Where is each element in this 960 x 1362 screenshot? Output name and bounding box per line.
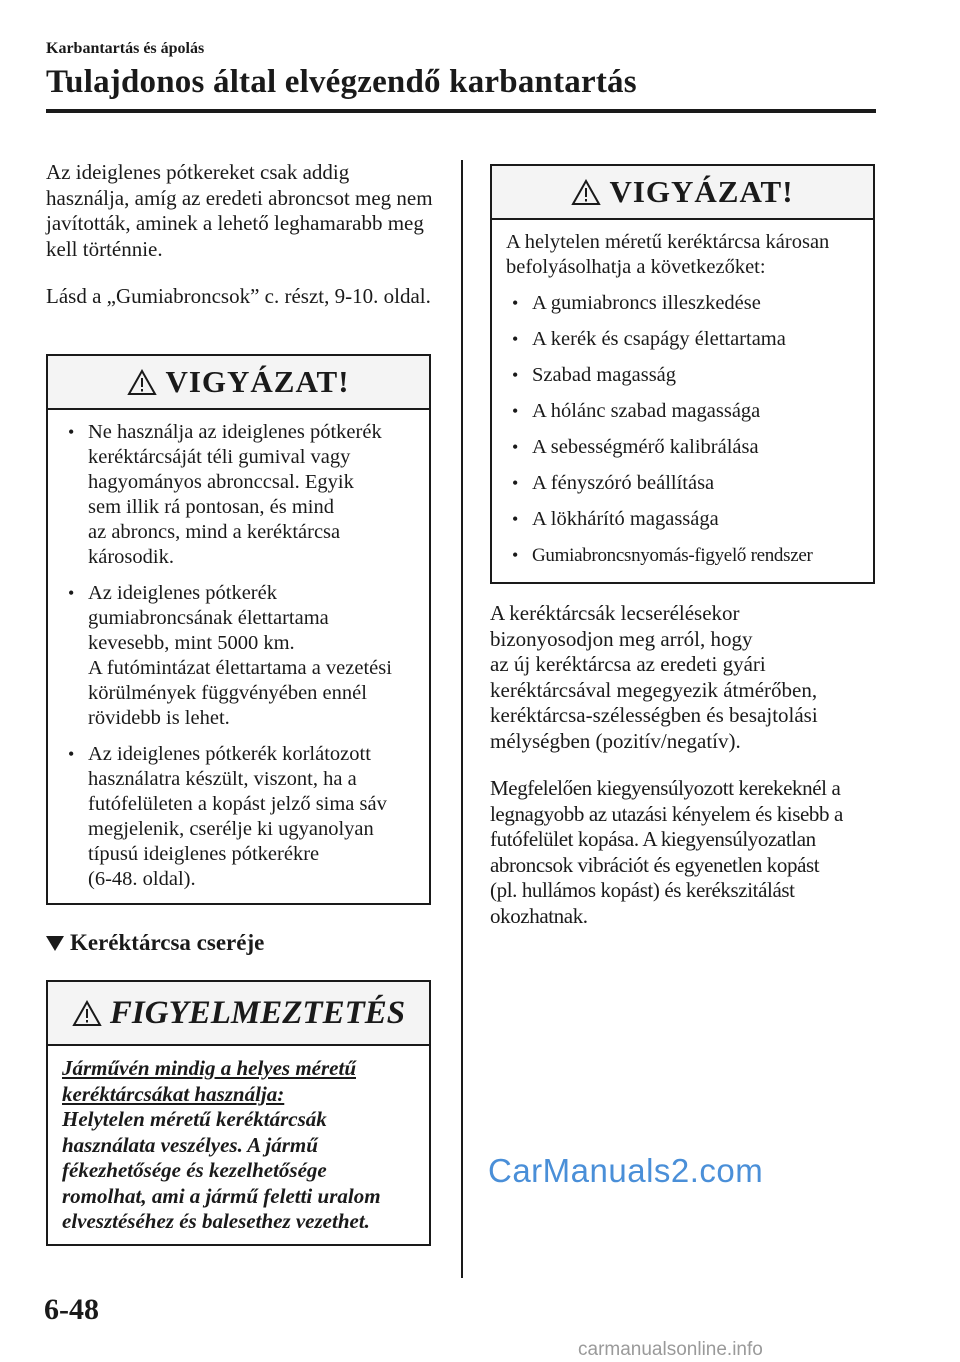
list-item: • A kerék és csapágy élettartama (506, 327, 861, 352)
list-item: • A fényszóró beállítása (506, 471, 861, 496)
page-title: Tulajdonos által elvégzendő karbantartás (46, 64, 637, 100)
left-intro (46, 160, 436, 310)
caution-intro: befolyásolhatja a következőket: (506, 256, 766, 278)
caution-heading: VIGYÁZAT! (165, 364, 350, 399)
section-label: Karbantartás és ápolás (46, 40, 205, 57)
list-item: • Szabad magasság (506, 363, 861, 388)
intro-paragraph: Az ideiglenes pótkereket csak addig használja, amíg az eredeti abroncsot meg nem javították, aminek a lehető leghamarabb meg kell történnie. (46, 160, 433, 261)
list-item: • A sebességmérő kalibrálása (506, 435, 861, 460)
title-rule (46, 109, 876, 113)
warning-triangle-icon (571, 179, 601, 206)
caution-body (492, 220, 873, 578)
warning-heading: FIGYELMEZTETÉS (109, 994, 406, 1031)
triangle-down-icon (46, 936, 64, 951)
section-subheading: Keréktárcsa cseréje (46, 930, 264, 956)
rim-size-paragraph: A keréktárcsák lecserélésekor bizonyosodjon meg arról, hogy az új keréktárcsa az eredeti gyári keréktárcsával megegyezik átmérőben, keréktárcsa-szélességben és besajtolási mélységben (pozitív/negatív). (490, 601, 818, 753)
list-item: • A lökhárító magassága (506, 507, 861, 532)
balance-paragraph: Megfelelően kiegyensúlyozott kerekeknél a legnagyobb az utazási kényelem és kisebb a futófelület kopása. A kiegyensúlyozatlan abroncsok vibrációt és egyenetlen kopást (pl. hullámos kopást) és kerékszitálást okozhatnak. (490, 776, 843, 928)
caution-list (62, 420, 417, 892)
warning-triangle-icon (127, 369, 157, 396)
warning-body: Járművén mindig a helyes méretű keréktárcsákat használja: Helytelen méretű keréktárcsák használata veszélyes. A jármű fékezhetősége és kezelhetősége romolhat, ami a jármű feletti uralom elvesztéséhez és balesethez vezethet. (62, 1056, 381, 1233)
caution-box-left (46, 354, 431, 905)
footer-watermark: carmanualsonline.info (578, 1339, 763, 1360)
caution-box-right (490, 164, 875, 584)
column-divider (461, 160, 463, 1278)
watermark: CarManuals2.com (488, 1152, 764, 1189)
list-item: • A hólánc szabad magassága (506, 399, 861, 424)
list-item: • Az ideiglenes pótkerék gumiabroncsának élettartama kevesebb, mint 5000 km. A futómintázat élettartama a vezetési körülmények függvényében ennél rövidebb is lehet. (62, 581, 417, 731)
warning-box (46, 980, 431, 1246)
warning-triangle-icon (72, 1000, 102, 1027)
page-number: 6-48 (44, 1293, 99, 1326)
list-item: • Gumiabroncsnyomás-figyelő rendszer (506, 543, 861, 568)
right-text (490, 601, 880, 929)
caution-header (492, 166, 873, 220)
caution-body (48, 410, 429, 902)
list-item: • Az ideiglenes pótkerék korlátozott használatra készült, viszont, ha a futófelületen a kopást jelző sima sáv megjelenik, cserélje ki ugyanolyan típusú ideiglenes pótkerékre (6-48. oldal). (62, 742, 417, 892)
caution-intro: A helytelen méretű keréktárcsa károsan (506, 231, 830, 253)
warning-header (48, 982, 429, 1046)
list-item: • Ne használja az ideiglenes pótkerék keréktárcsáját téli gumival vagy hagyományos abronccsal. Egyik sem illik rá pontosan, és mind az abroncs, mind a keréktárcsa károsodik. (62, 420, 417, 570)
caution-heading: VIGYÁZAT! (609, 174, 794, 209)
caution-list (506, 291, 861, 568)
list-item: • A gumiabroncs illeszkedése (506, 291, 861, 316)
reference-paragraph: Lásd a „Gumiabroncsok” c. részt, 9-10. oldal. (46, 284, 431, 308)
caution-header (48, 356, 429, 410)
